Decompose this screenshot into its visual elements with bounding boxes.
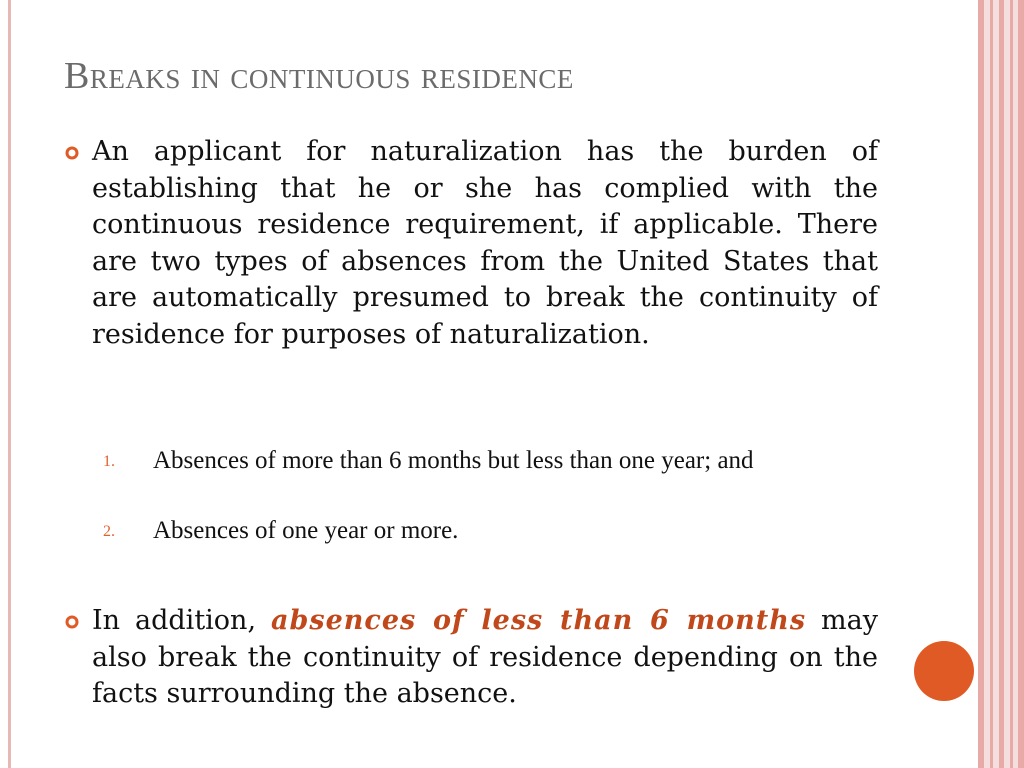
list-number-2: 2. — [103, 523, 115, 540]
frame-stripe — [978, 0, 984, 768]
list-item-2: Absences of one year or more. — [153, 517, 459, 544]
bullet-paragraph-1: An applicant for naturalization has the burden of establishing that he or she has complied with the continuous residence requirement, if applicable. There are two types of absences from the United States that are automatically presumed to break the continuity of residence for purposes of naturalization. — [92, 136, 878, 350]
bullet-ring-icon — [64, 145, 80, 161]
left-border-line — [8, 0, 11, 768]
list-item-1: Absences of more than 6 months but less than one year; and — [153, 447, 754, 474]
bullet2-suffix: may also break the continuity of residence depending on the facts surrounding the absence. — [92, 605, 879, 709]
slide-title: Breaks in continuous residence — [64, 55, 574, 97]
frame-stripe — [1010, 0, 1013, 768]
accent-circle — [914, 641, 974, 701]
frame-stripe — [999, 0, 1004, 768]
bullet-ring-icon — [64, 614, 80, 630]
frame-stripe — [990, 0, 993, 768]
list-number-1: 1. — [103, 453, 115, 470]
highlighted-phrase: absences of less than 6 months — [271, 605, 807, 636]
frame-stripe — [1018, 0, 1024, 768]
bullet2-prefix: In addition, — [92, 605, 271, 636]
bullet-paragraph-2 — [92, 603, 878, 713]
